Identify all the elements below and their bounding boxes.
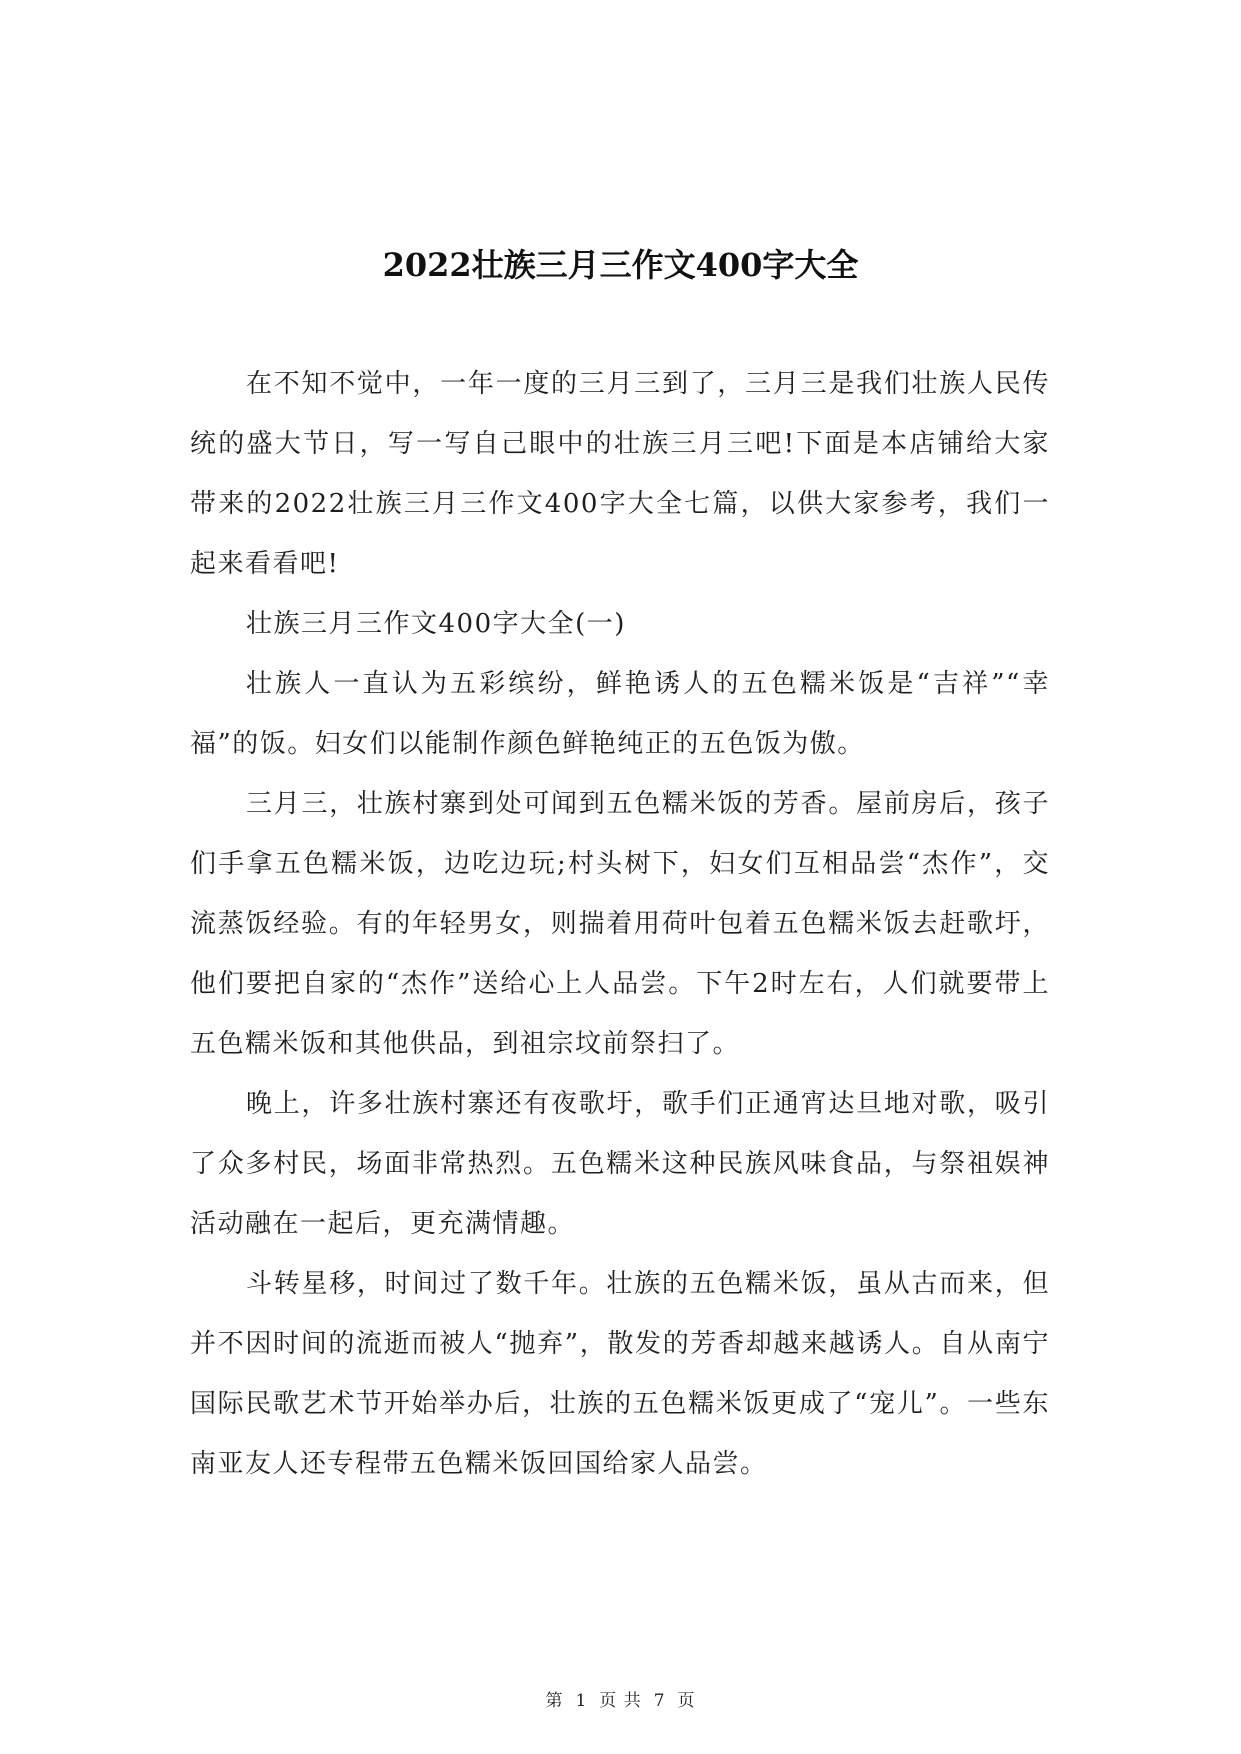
intro-paragraph: 在不知不觉中，一年一度的三月三到了，三月三是我们壮族人民传统的盛大节日，写一写自己眼中的壮族三月三吧!下面是本店铺给大家带来的2022壮族三月三作文400字大全七篇，以供大家参考，我们一起来看看吧! [190,369,1050,579]
footer-current-page: 1 [575,1691,588,1711]
footer-prefix: 第 [545,1691,564,1711]
footer-suffix: 页 [677,1691,696,1711]
body-paragraph: 三月三，壮族村寨到处可闻到五色糯米饭的芳香。屋前房后，孩子们手拿五色糯米饭，边吃边玩;村头树下，妇女们互相品尝“杰作”，交流蒸饭经验。有的年轻男女，则揣着用荷叶包着五色糯米饭去赶歌圩，他们要把自家的“杰作”送给心上人品尝。下午2时左右，人们就要带上五色糯米饭和其他供品，到祖宗坟前祭扫了。 [190,789,1050,1059]
body-paragraph: 壮族人一直认为五彩缤纷，鲜艳诱人的五色糯米饭是“吉祥”“幸福”的饭。妇女们以能制作颜色鲜艳纯正的五色饭为傲。 [190,669,1050,759]
body-paragraph: 斗转星移，时间过了数千年。壮族的五色糯米饭，虽从古而来，但并不因时间的流逝而被人“抛弃”，散发的芳香却越来越诱人。自从南宁国际民歌艺术节开始举办后，壮族的五色糯米饭更成了“宠儿”。一些东南亚友人还专程带五色糯米饭回国给家人品尝。 [190,1269,1050,1479]
page-footer [0,1689,1241,1713]
section-heading: 壮族三月三作文400字大全(一) [246,609,626,639]
footer-total-pages: 7 [653,1691,666,1711]
document-body [190,354,1050,1494]
body-paragraph: 晚上，许多壮族村寨还有夜歌圩，歌手们正通宵达旦地对歌，吸引了众多村民，场面非常热烈。五色糯米这种民族风味食品，与祭祖娱神活动融在一起后，更充满情趣。 [190,1089,1050,1239]
footer-middle: 页 共 [599,1691,642,1711]
document-title: 2022壮族三月三作文400字大全 [382,246,859,285]
